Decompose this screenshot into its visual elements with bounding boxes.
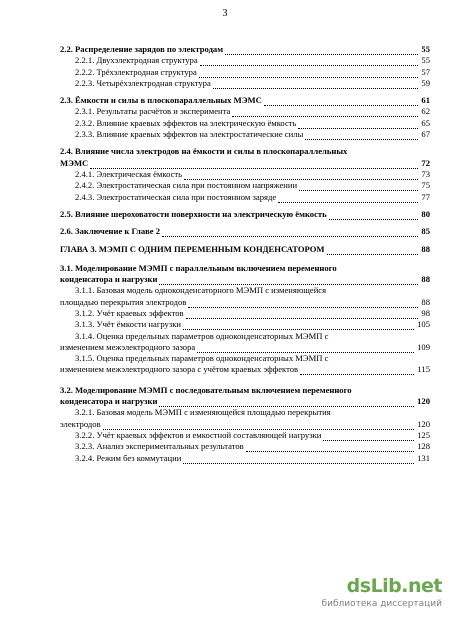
- toc-leader-dots: [305, 129, 418, 140]
- toc-leader-dots: [183, 319, 414, 330]
- toc-page-number: 109: [417, 341, 430, 352]
- toc-entry-title: 3.1.4. Оценка предельных параметров одноконденсаторных МЭМП с: [75, 330, 329, 341]
- toc-entry: [0, 285, 450, 296]
- toc-page-number: 115: [417, 364, 430, 375]
- toc-entry: [0, 396, 450, 407]
- toc-page-number: 120: [417, 418, 430, 429]
- toc-leader-dots: [300, 364, 414, 375]
- toc-entry: [0, 331, 450, 342]
- toc-entry: [0, 441, 450, 452]
- toc-page-number: 55: [421, 55, 430, 66]
- dslib-watermark: [302, 575, 442, 613]
- toc-leader-dots: [213, 78, 418, 89]
- toc-entry: [0, 118, 450, 129]
- toc-page-number: 73: [421, 168, 430, 179]
- toc-entry-title: 2.4. Влияние числа электродов на ёмкости и силы в плоскопараллельных: [60, 146, 348, 157]
- toc-entry-title: 2.2.1. Двухэлектродная структура: [75, 55, 198, 66]
- toc-entry-title-continuation: площадью перекрытия электродов: [60, 296, 187, 307]
- toc-page-number: 75: [421, 180, 430, 191]
- toc-entry-title: 3.1.1. Базовая модель одноконденсаторного МЭМП с изменяющейся: [75, 285, 327, 296]
- toc-entry: [0, 146, 450, 157]
- page-number: 3: [222, 8, 228, 19]
- toc-entry-title-continuation: электродов: [60, 418, 101, 429]
- toc-leader-dots: [225, 44, 418, 55]
- toc-entry-title: 2.2. Распределение зарядов по электродам: [60, 44, 224, 54]
- toc-page-number: 80: [421, 208, 430, 219]
- toc-entry: [0, 297, 450, 308]
- toc-leader-dots: [186, 308, 418, 319]
- toc-entry-title-continuation: МЭМС: [60, 157, 89, 168]
- toc-page-number: 59: [421, 77, 430, 88]
- toc-entry-title: 3.2.2. Учёт краевых эффектов и емкостной составляющей нагрузки: [75, 429, 322, 440]
- toc-entry: [0, 244, 450, 255]
- toc-entry: [0, 158, 450, 169]
- toc-page-number: 61: [421, 95, 430, 106]
- toc-leader-dots: [299, 180, 418, 191]
- toc-leader-dots: [162, 226, 418, 237]
- toc-entry-title: ГЛАВА 3. МЭМП С ОДНИМ ПЕРЕМЕННЫМ КОНДЕНСАТОРОМ: [60, 244, 325, 255]
- toc-entry: [0, 453, 450, 464]
- toc-leader-dots: [159, 274, 418, 285]
- toc-entry-title: 3.1.5. Оценка предельных параметров одноконденсаторных МЭМП с: [75, 353, 329, 364]
- toc-leader-dots: [188, 297, 418, 308]
- toc-leader-dots: [200, 55, 418, 66]
- watermark-logo: dsLib.net: [346, 575, 442, 597]
- toc-entry: [0, 385, 450, 396]
- toc-entry: [0, 55, 450, 66]
- toc-leader-dots: [183, 453, 414, 464]
- watermark-subtitle: библиотека диссертаций: [321, 599, 442, 609]
- toc-entry: [0, 274, 450, 285]
- toc-page-number: 67: [421, 129, 430, 140]
- toc-entry-title: 3.2. Моделирование МЭМП с последовательным включением переменного: [60, 384, 352, 395]
- toc-entry: [0, 129, 450, 140]
- toc-entry: [0, 419, 450, 430]
- toc-page-number: 85: [421, 226, 430, 237]
- toc-leader-dots: [264, 95, 418, 106]
- toc-entry-title: 2.3.2. Влияние краевых эффектов на электрическую ёмкость: [75, 117, 297, 128]
- toc-entry: [0, 308, 450, 319]
- toc-leader-dots: [327, 244, 418, 255]
- toc-entry-title: 3.2.3. Анализ экспериментальных результатов: [75, 441, 244, 452]
- toc-entry-title: 2.2.3. Четырёхэлектродная структура: [75, 77, 211, 88]
- toc-leader-dots: [90, 158, 418, 169]
- toc-leader-dots: [329, 209, 418, 220]
- toc-entry-title: 2.2.2. Трёхэлектродная структура: [75, 66, 197, 77]
- toc-leader-dots: [278, 192, 418, 203]
- toc-page-number: 77: [421, 191, 430, 202]
- toc-entry-title: 2.5. Влияние шероховатости поверхности на электрическую ёмкость: [60, 208, 327, 219]
- toc-entry: [0, 407, 450, 418]
- toc-page-number: 105: [417, 319, 430, 330]
- toc-leader-dots: [197, 342, 414, 353]
- toc-page-number: 57: [421, 66, 430, 77]
- toc-leader-dots: [103, 419, 414, 430]
- toc-entry-title-continuation: конденсатора и нагрузки: [60, 396, 158, 407]
- toc-entry-title-continuation: изменением межэлектродного зазора с учётом краевых эффектов: [60, 364, 299, 375]
- toc-entry: [0, 319, 450, 330]
- toc-page-number: 62: [421, 106, 430, 117]
- toc-page-number: 128: [417, 441, 430, 452]
- toc-page-number: 88: [421, 274, 430, 285]
- toc-entry: [0, 180, 450, 191]
- toc-page-number: 88: [421, 244, 430, 255]
- toc-entry-title: 2.4.3. Электростатическая сила при постоянном заряде: [75, 191, 277, 202]
- toc-page-number: 65: [421, 117, 430, 128]
- toc-leader-dots: [232, 106, 418, 117]
- toc-entry-title: 3.2.1. Базовая модель МЭМП с изменяющейся площадью перекрытия: [75, 407, 331, 418]
- toc-leader-dots: [298, 118, 418, 129]
- toc-entry-title: 2.4.2. Электростатическая сила при постоянном напряжении: [75, 180, 298, 191]
- toc-page-number: 72: [421, 157, 430, 168]
- toc-entry: [0, 44, 450, 55]
- toc-entry: [0, 226, 450, 237]
- toc-entry: [0, 430, 450, 441]
- toc-page-number: 131: [417, 452, 430, 463]
- toc-entry-title: 2.3. Ёмкости и силы в плоскопараллельных МЭМС: [60, 95, 262, 106]
- toc-page-number: 98: [421, 307, 430, 318]
- toc-leader-dots: [323, 430, 414, 441]
- toc-leader-dots: [199, 67, 418, 78]
- toc-entry-title: 3.1.2. Учёт краевых эффектов: [75, 307, 184, 318]
- toc-entry-title: 2.6. Заключение к Главе 2: [60, 226, 161, 237]
- toc-page-number: 88: [421, 296, 430, 307]
- toc-leader-dots: [246, 441, 414, 452]
- toc-entry: [0, 364, 450, 375]
- toc-entry: [0, 342, 450, 353]
- toc-page-number: 55: [421, 44, 430, 54]
- toc-entry-title: 3.1. Моделирование МЭМП с параллельным включением переменного: [60, 262, 337, 273]
- toc-entry-title: 2.3.1. Результаты расчётов и эксперимента: [75, 106, 231, 117]
- toc-entry-title: 2.3.3. Влияние краевых эффектов на электростатические силы: [75, 129, 304, 140]
- toc-entry-title: 3.2.4. Режим без коммутации: [75, 452, 182, 463]
- toc-entry-title-continuation: изменением межэлектродного зазора: [60, 341, 196, 352]
- toc-entry: [0, 263, 450, 274]
- toc-entry: [0, 192, 450, 203]
- toc-entry: [0, 67, 450, 78]
- toc-entry-title: 3.1.3. Учёт ёмкости нагрузки: [75, 319, 182, 330]
- toc-entry: [0, 353, 450, 364]
- toc-entry: [0, 209, 450, 220]
- toc-page-number: 120: [417, 396, 430, 407]
- toc-entry: [0, 106, 450, 117]
- toc-leader-dots: [184, 169, 418, 180]
- toc-entry-title: 2.4.1. Электрическая ёмкость: [75, 168, 183, 179]
- table-of-contents: [0, 44, 450, 464]
- toc-page-number: 125: [417, 429, 430, 440]
- toc-entry-title-continuation: конденсатора и нагрузки: [60, 274, 158, 285]
- toc-entry: [0, 169, 450, 180]
- toc-leader-dots: [159, 396, 414, 407]
- toc-entry: [0, 95, 450, 106]
- toc-entry: [0, 78, 450, 89]
